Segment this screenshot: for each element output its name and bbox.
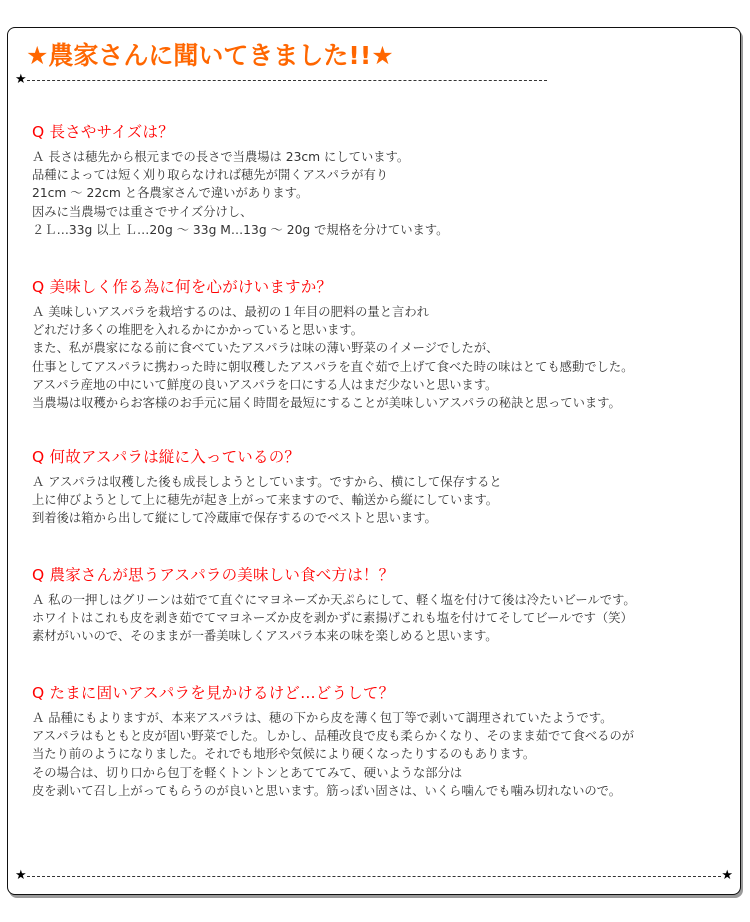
faq-question: Q たまに固いアスパラを見かけるけど…どうして？ [32, 684, 395, 702]
answer-line: 当たり前のようになりました。それでも地形や気候により硬くなったりするのもあります。 [32, 747, 536, 762]
faq-item [32, 446, 502, 528]
answer-line: 品種によっては短く刈り取らなければ穂先が開くアスパラが有り [32, 168, 389, 183]
answer-line: Ａ アスパラは収穫した後も成長しようとしています。ですから、横にして保存すると [32, 475, 502, 489]
answer-line: 上に伸びようとして上に穂先が起き上がって来ますので、輸送から縦にしています。 [32, 493, 499, 508]
faq-answer [32, 303, 633, 412]
page-title: ★農家さんに聞いてきました!!★ [26, 41, 394, 70]
faq-item [32, 682, 634, 800]
answer-line: 当農場は収穫からお客様のお手元に届く時間を最短にすることが美味しいアスパラの秘訣と思っています。 [32, 396, 621, 411]
faq-question: Q 何故アスパラは縦に入っているの？ [32, 448, 301, 466]
faq-answer [32, 709, 634, 800]
faq-item [32, 121, 448, 239]
answer-line: 皮を剥いて召し上がってもらうのが良いと思います。筋っぽい固さは、いくら噛んでも噛み切れないので。 [32, 783, 622, 798]
faq-answer [32, 591, 636, 646]
answer-line: Ａ 美味しいアスパラを栽培するのは、最初の１年目の肥料の量と言われ [32, 305, 429, 319]
dashed-line [27, 876, 722, 877]
star-icon: ★ [15, 72, 27, 87]
faq-item [32, 276, 633, 412]
answer-line: 到着後は箱から出して縦にして冷蔵庫で保存するのでベストと思います。 [32, 511, 437, 526]
answer-line: その場合は、切り口から包丁を軽くトントンとあててみて、硬いような部分は [32, 765, 463, 780]
answer-line: Ａ 長さは穂先から根元までの長さで当農場は 23cm にしています。 [32, 150, 410, 164]
faq-question: Q 美味しく作る為に何を心がけいますか？ [32, 278, 333, 296]
star-icon: ★ [15, 868, 27, 883]
answer-line: 素材がいいので、そのままが一番美味しくアスパラ本来の味を楽しめると思います。 [32, 629, 498, 644]
answer-line: Ａ 私の一押しはグリーンは茹でて直ぐにマヨネーズか天ぷらにして、軽く塩を付けて後は冷たいビールです。 [32, 593, 636, 607]
answer-line: アスパラ産地の中にいて鮮度の良いアスパラを口にする人はまだ少ないと思います。 [32, 377, 498, 392]
faq-answer [32, 148, 448, 239]
answer-line: 21cm ～ 22cm と各農家さんで違いがあります。 [32, 186, 309, 201]
faq-question: Q 長さやサイズは？ [32, 123, 174, 141]
answer-line: どれだけ多くの堆肥を入れるかにかかっていると思います。 [32, 323, 364, 338]
star-icon: ★ [721, 868, 733, 883]
answer-line: Ａ 品種にもよりますが、本来アスパラは、穂の下から皮を薄く包丁等で剥いて調理されていたようです。 [32, 711, 613, 725]
answer-line: 因みに当農場では重さでサイズ分けし、 [32, 204, 253, 219]
answer-line: ２Ｌ…33g 以上 Ｌ…20g ～ 33g M…13g ～ 20g で規格を分けています。 [32, 222, 449, 237]
dashed-line [27, 80, 547, 81]
divider-top [15, 73, 547, 86]
faq-answer [32, 473, 502, 528]
faq-item [32, 564, 636, 646]
faq-question: Q 農家さんが思うアスパラの美味しい食べ方は！？ [32, 566, 395, 584]
divider-bottom [15, 869, 733, 882]
answer-line: ホワイトはこれも皮を剥き茹でてマヨネーズか皮を剥かずに素揚げこれも塩を付けてそしてビールです（笑） [32, 611, 633, 626]
answer-line: また、私が農家になる前に食べていたアスパラは味の薄い野菜のイメージでしたが、 [32, 341, 499, 356]
answer-line: アスパラはもともと皮が固い野菜でした。しかし、品種改良で皮も柔らかくなり、そのまま茹でて食べるのが [32, 729, 635, 744]
answer-line: 仕事としてアスパラに携わった時に朝収穫したアスパラを直ぐ茹で上げて食べた時の味はとても感動でした。 [32, 359, 634, 374]
